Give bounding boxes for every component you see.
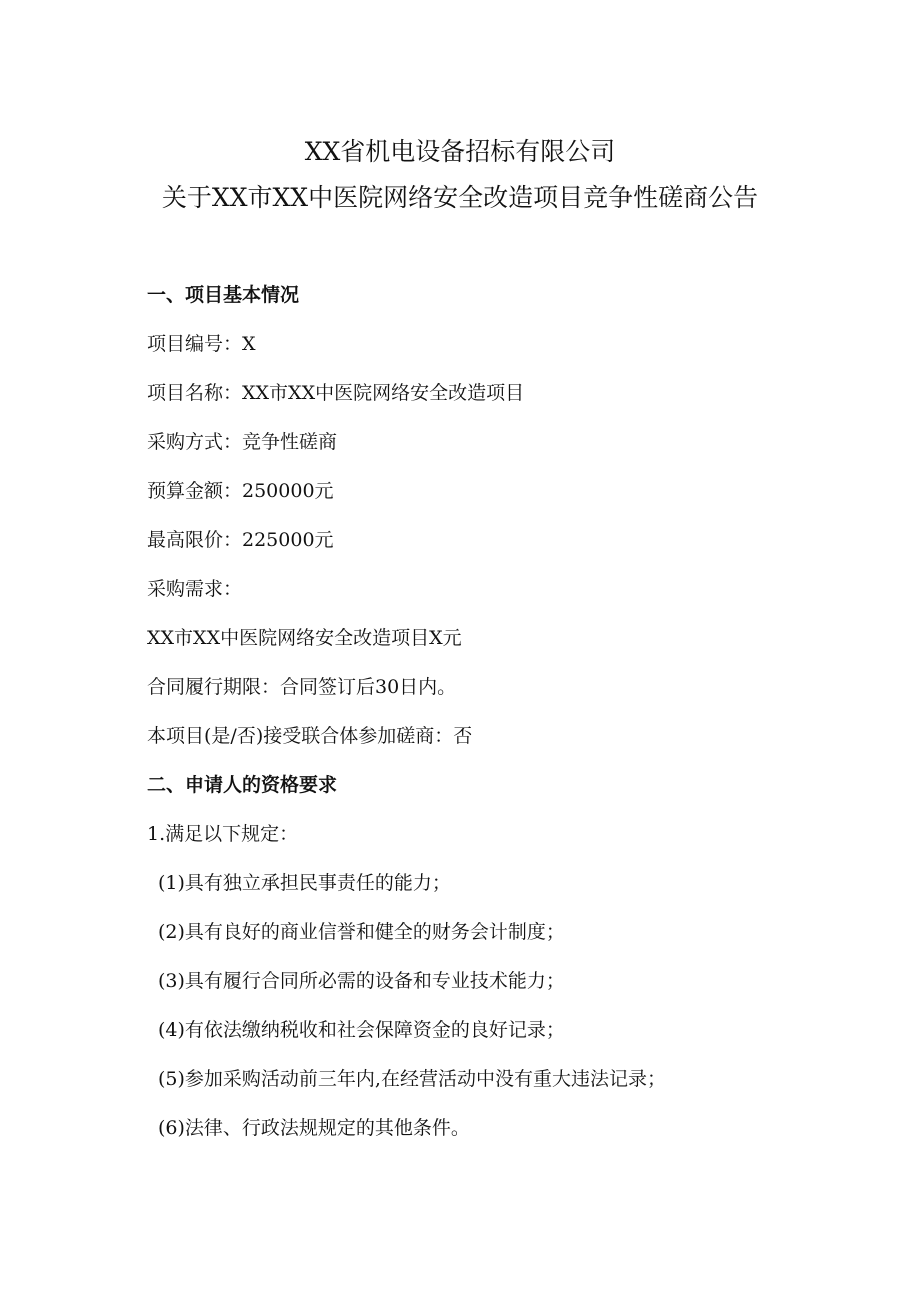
- document-title: [0, 132, 920, 218]
- contract-period: 合同履行期限：合同签订后30日内。: [147, 676, 457, 698]
- qualification-item: (5)参加采购活动前三年内,在经营活动中没有重大违法记录；: [158, 1068, 666, 1090]
- procurement-requirements-label: 采购需求：: [147, 578, 243, 600]
- title-announcement: 关于XX市XX中医院网络安全改造项目竞争性磋商公告: [161, 183, 759, 212]
- qualification-item: (6)法律、行政法规规定的其他条件。: [158, 1117, 470, 1139]
- qualification-item: (1)具有独立承担民事责任的能力；: [158, 872, 451, 894]
- procurement-method: 采购方式：竞争性磋商: [147, 431, 338, 453]
- qualification-intro: 1.满足以下规定：: [147, 823, 299, 845]
- procurement-requirements-detail: XX市XX中医院网络安全改造项目X元: [147, 627, 462, 649]
- qualification-item: (4)有依法缴纳税收和社会保障资金的良好记录；: [158, 1019, 565, 1041]
- max-price: 最高限价：225000元: [147, 529, 334, 551]
- qualification-item: (2)具有良好的商业信誉和健全的财务会计制度；: [158, 921, 565, 943]
- budget-amount: 预算金额：250000元: [147, 480, 334, 502]
- title-company: XX省机电设备招标有限公司: [304, 137, 616, 166]
- document-body: [147, 280, 847, 1162]
- project-name: 项目名称：XX市XX中医院网络安全改造项目: [147, 382, 525, 404]
- consortium-acceptance: 本项目(是/否)接受联合体参加磋商：否: [147, 725, 473, 747]
- project-number: 项目编号：X: [147, 333, 256, 355]
- qualification-item: (3)具有履行合同所必需的设备和专业技术能力；: [158, 970, 565, 992]
- section-heading-qualifications: 二、申请人的资格要求: [147, 774, 338, 796]
- section-heading-project-info: 一、项目基本情况: [147, 284, 300, 306]
